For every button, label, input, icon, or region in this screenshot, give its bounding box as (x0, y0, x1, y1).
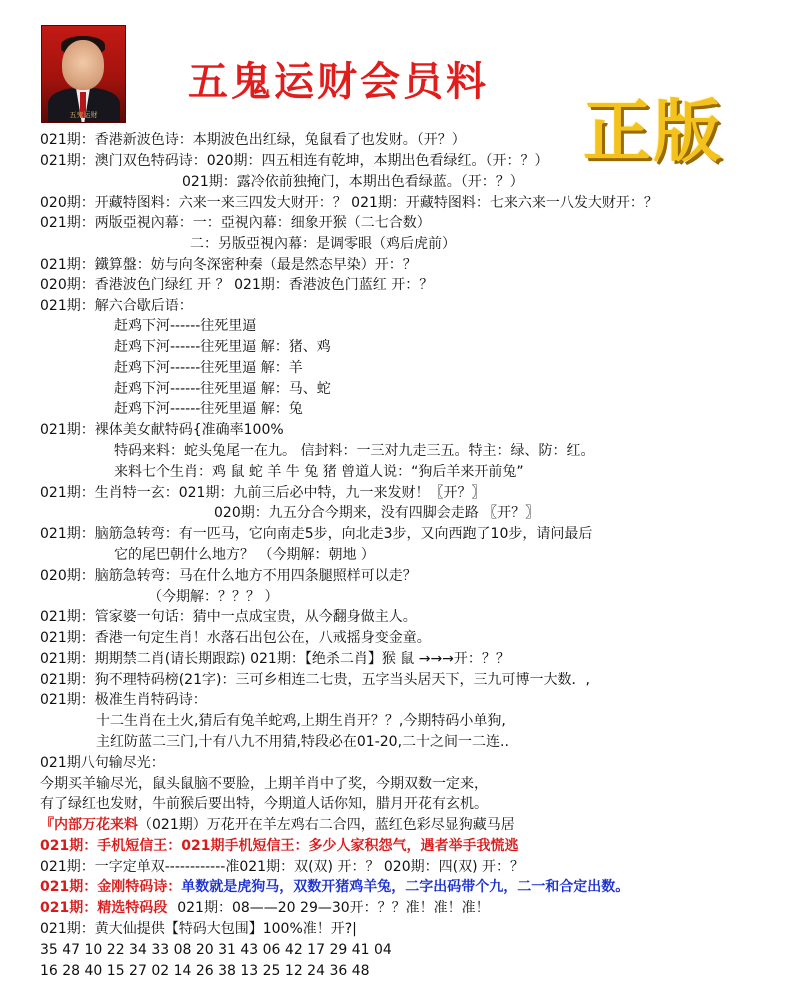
genuine-stamp: 正版 (583, 92, 724, 172)
segment-text: 021期：08——20 29—30开：？？准！准！准！ (177, 900, 490, 916)
text-line: 021期：解六合歇后语： (40, 298, 193, 314)
text-line: 020期：开藏特图料：六来一来三四发大财开：？ 021期：开藏特图料：七来六来一八发大财开：？ (40, 195, 658, 211)
text-line: 021期：澳门双色特码诗：020期：四五相连有乾坤，本期出色看绿红。（开：？） (40, 153, 549, 169)
vajra-label: 021期：金刚特码诗： (40, 879, 182, 895)
text-line: 021期：香港一句定生肖！水落石出包公在，八戒摇身变金童。 (40, 630, 431, 646)
text-line: 020期：九五分合今期来，没有四脚会走路 〖开？〗 (214, 505, 540, 521)
text-line: （今期解：？？？ ） (148, 589, 279, 605)
text-line: 赶鸡下河------往死里逼 解：羊 (114, 360, 303, 376)
text-line (40, 877, 629, 897)
text-line: 021期：香港新波色诗：本期波色出红绿，兔鼠看了也发财。（开？） (40, 132, 466, 148)
text-line: 021期：极准生肖特码诗： (40, 692, 207, 708)
text-line: 主红防蓝二三门,十有八九不用猜,特段必在01-20,二十之间一二连.. (96, 734, 509, 750)
text-line: 021期：一字定单双------------准021期：双(双) 开：？ 020期：四(双) 开：？ (40, 859, 524, 875)
text-line: 021期：管家婆一句话：猜中一点成宝贵，从今翻身做主人。 (40, 609, 417, 625)
text-line: 021期：露冷依前独掩门，本期出色看绿蓝。（开：？） (182, 174, 524, 190)
text-line: 赶鸡下河------往死里逼 解：马、蛇 (114, 381, 331, 397)
number-row: 35 47 10 22 34 33 08 20 31 43 06 42 17 29 41 04 (40, 942, 392, 958)
vajra-text: 单数就是虎狗马，双数开猪鸡羊兔，二字出码带个九，二一和合定出数。 (181, 879, 630, 895)
wanhua-text: （021期）万花开在羊左鸡右二合四，蓝红色彩尽显狗藏马居 (138, 817, 515, 833)
text-line: 021期：裸体美女献特码{准确率100% (40, 422, 284, 438)
text-line (40, 898, 490, 918)
text-line: 十二生肖在土火,猜后有兔羊蛇鸡,上期生肖开？？,今期特码小单狗, (96, 713, 506, 729)
text-line: 021期八句输尽光： (40, 755, 165, 771)
text-line: 021期：手机短信王：021期手机短信王：多少人家积怨气，遇者举手我慌逃 (40, 838, 519, 854)
portrait-photo (41, 25, 126, 123)
text-line: 021期：鐵算盤：妨与向冬深密种秦（最是然态早染）开：？ (40, 257, 417, 273)
text-line: 021期：两版亞視內幕：一：亞視內幕：细象开猴（二七合数） (40, 215, 431, 231)
text-line: 020期：脑筋急转弯：马在什么地方不用四条腿照样可以走？ (40, 568, 417, 584)
text-line: 有了绿红也发财，牛前猴后要出特，今期道人话你知，腊月开花有玄机。 (40, 796, 488, 812)
text-line: 二：另版亞視內幕：是调零眼（鸡后虎前） (190, 236, 456, 252)
text-line: 赶鸡下河------往死里逼 解：猪、鸡 (114, 339, 331, 355)
text-line: 特码来料：蛇头兔尾一在九。 信封料：一三对九走三五。特主：绿、防：红。 (114, 443, 595, 459)
text-line: 020期：香港波色门绿红 开 ？ 021期：香港波色门蓝红 开：？ (40, 277, 434, 293)
page-title: 五鬼运财会员料 (188, 58, 489, 105)
text-line: 来料七个生肖：鸡 鼠 蛇 羊 牛 兔 猪 曾道人说：“狗后羊来开前兔” (114, 464, 524, 480)
text-line: 021期：脑筋急转弯：有一匹马，它向南走5步，向北走3步，又向西跑了10步，请问最后 (40, 526, 593, 542)
text-line: 赶鸡下河------往死里逼 (114, 318, 257, 334)
wanhua-label: 『内部万花来料 (40, 817, 138, 833)
text-line: 021期：黄大仙提供【特码大包围】100%准！开?| (40, 921, 357, 937)
text-line: 021期：生肖特一玄：021期：九前三后必中特，九一来发财！〖开？〗 (40, 485, 486, 501)
number-row: 16 28 40 15 27 02 14 26 38 13 25 12 24 36 48 (40, 963, 370, 979)
text-line: 021期：期期禁二肖(请长期跟踪) 021期：【绝杀二肖】猴 鼠 →→→开：？？ (40, 651, 510, 667)
text-line: 021期：狗不理特码榜(21字)：三可乡相连二七贵，五字当头居天下，三九可博一大数．, (40, 672, 590, 688)
photo-caption: 五鬼运财 (69, 111, 98, 119)
text-line: 赶鸡下河------往死里逼 解：兔 (114, 401, 303, 417)
text-line: 它的尾巴朝什么地方？ （今期解：朝地 ） (114, 547, 375, 563)
text-line (40, 815, 515, 835)
text-line: 今期买羊输尽光，鼠头鼠脑不要脸，上期羊肖中了奖，今期双数一定来， (40, 776, 488, 792)
segment-label: 021期：精选特码段 (40, 900, 168, 916)
